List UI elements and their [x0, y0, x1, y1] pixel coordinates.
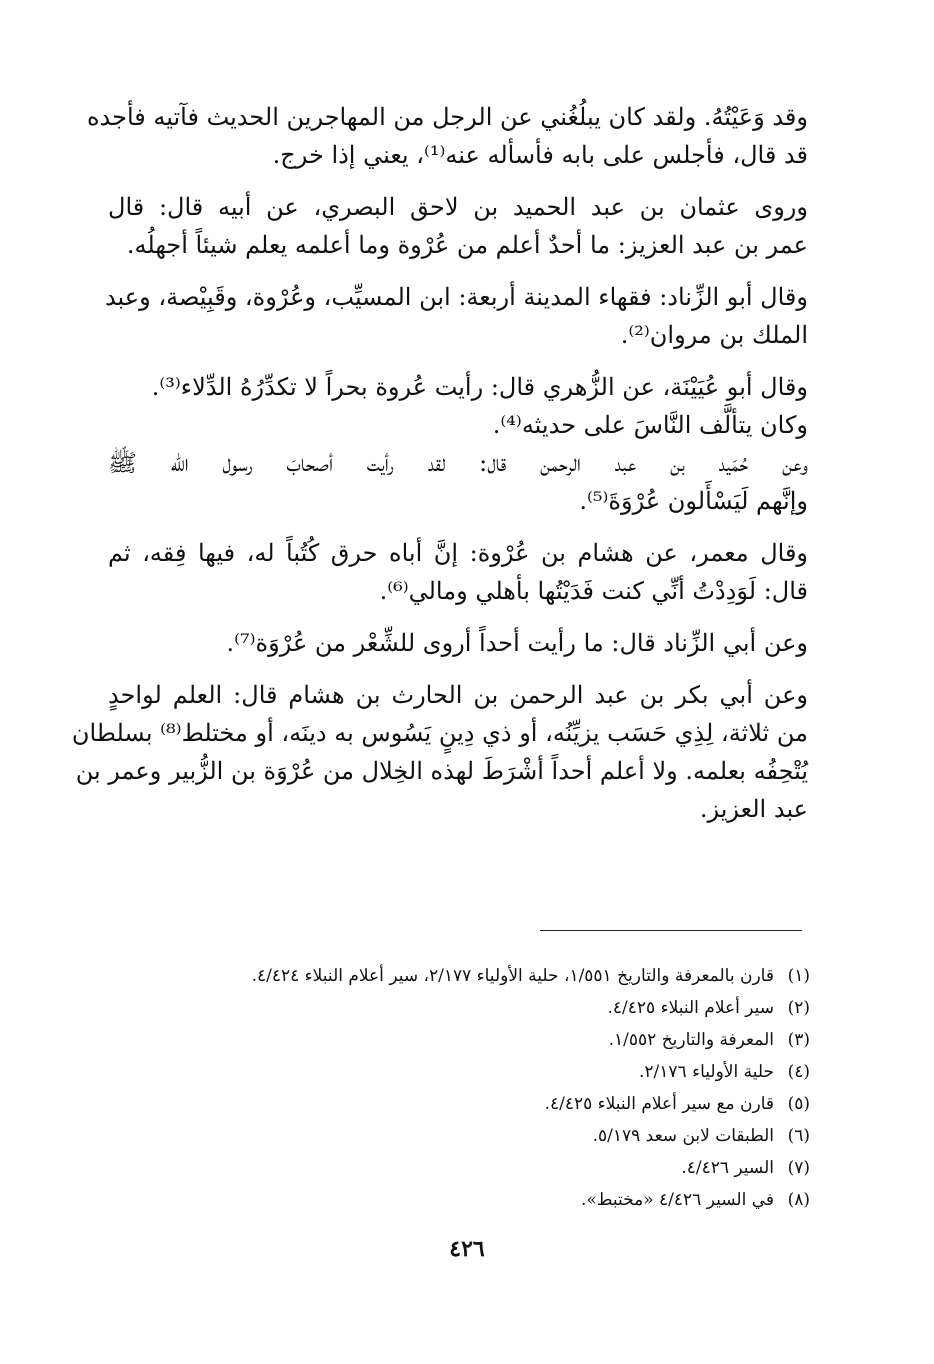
footnote-text: سير أعلام النبلاء ٤/٤٢٥.	[607, 998, 774, 1018]
footnote-divider	[540, 930, 802, 931]
text-line: وعن أبي بكر بن عبد الرحمن بن الحارث بن هشام قال: العلم لواحدٍ	[108, 681, 808, 709]
footnote-text: الطبقات لابن سعد ٥/١٧٩.	[592, 1126, 774, 1146]
text-line: وقال أبو الزِّناد: فقهاء المدينة أربعة: ابن المسيِّب، وعُرْوة، وقَبِيْصة، وعبد	[104, 283, 808, 311]
footnote-item	[120, 1152, 810, 1184]
footnote-number: (٥)	[787, 1094, 810, 1114]
text-line: الملك بن مروان⁽²⁾.	[620, 321, 808, 349]
text-line: من ثلاثة، لِذِي حَسَب يزيِّنُه، أو ذي دِينٍ يَسُوس به دينَه، أو مختلط⁽⁸⁾ بسلطان	[71, 719, 808, 747]
text-line: وقال أبو عُيَيْنَة، عن الزُّهري قال: رأيت عُروة بحراً لا تكدِّرُهُ الدِّلاء⁽³⁾.	[151, 373, 808, 401]
paragraph	[108, 368, 808, 444]
paragraph	[104, 278, 808, 354]
paragraph	[108, 534, 808, 610]
footnote-number: (٣)	[787, 1030, 810, 1050]
paragraph	[108, 624, 808, 662]
text-line: وكان يتألَّف النَّاسَ على حديثه⁽⁴⁾.	[492, 411, 808, 439]
paragraph	[108, 444, 808, 520]
footnote-text: المعرفة والتاريخ ١/٥٥٢.	[608, 1030, 774, 1050]
text-line: يُتْحِفُه بعلمه. ولا أعلم أحداً أشْرَطَ لهذه الخِلال من عُرْوَة بن الزُّبير وعمر بن	[75, 757, 808, 785]
footnote-item	[120, 960, 810, 992]
footnote-number: (٨)	[787, 1190, 810, 1210]
footnote-number: (٤)	[787, 1062, 810, 1082]
text-line: وعن حُمَيد بن عبد الرحمن قال: لقد رأيت أصحابَ رسول الله ﷺ	[108, 449, 808, 477]
footnotes	[120, 960, 810, 1216]
text-line: عبد العزيز.	[699, 795, 808, 823]
footnote-item	[120, 1184, 810, 1216]
footnote-item	[120, 1024, 810, 1056]
text-line: وقد وَعَيْتُهُ. ولقد كان يبلُغُني عن الرجل من المهاجرين الحديث فآتيه فأجده	[86, 103, 808, 131]
text-line: عمر بن عبد العزيز: ما أحدٌ أعلم من عُرْوة وما أعلمه يعلم شيئاً أجهلُه.	[126, 231, 808, 259]
text-line: وعن أبي الزِّناد قال: ما رأيت أحداً أروى للشِّعْر من عُرْوَة⁽⁷⁾.	[226, 629, 808, 657]
text-line: وإنَّهم لَيَسْأَلون عُرْوَةَ⁽⁵⁾.	[579, 487, 808, 515]
main-text	[71, 98, 808, 828]
footnote-text: قارن بالمعرفة والتاريخ ١/٥٥١، حلية الأولياء ٢/١٧٧، سير أعلام النبلاء ٤/٤٢٤.	[251, 966, 774, 986]
footnote-item	[120, 1120, 810, 1152]
footnote-number: (٧)	[787, 1158, 810, 1178]
page-number: ٤٢٦	[449, 1236, 485, 1262]
footnote-text: قارن مع سير أعلام النبلاء ٤/٤٢٥.	[544, 1094, 774, 1114]
text-line: وقال معمر، عن هشام بن عُرْوة: إنَّ أباه حرق كُتُباً له، فيها فِقه، ثم	[108, 539, 808, 567]
paragraph	[108, 188, 808, 264]
footnote-item	[120, 1088, 810, 1120]
footnote-item	[120, 1056, 810, 1088]
text-line: قد قال، فأجلس على بابه فأسأله عنه⁽¹⁾، يعني إذا خرج.	[272, 141, 808, 169]
footnote-item	[120, 992, 810, 1024]
footnote-text: حلية الأولياء ٢/١٧٦.	[639, 1062, 774, 1082]
footnote-number: (١)	[787, 966, 810, 986]
paragraph	[71, 676, 808, 828]
footnote-text: في السير ٤/٤٢٦ «مختبط».	[580, 1190, 774, 1210]
text-line: قال: لَوَدِدْتُ أنِّي كنت فَدَيْتُها بأهلي ومالي⁽⁶⁾.	[379, 577, 808, 605]
footnote-text: السير ٤/٤٢٦.	[681, 1158, 774, 1178]
footnote-number: (٢)	[787, 998, 810, 1018]
footnote-number: (٦)	[787, 1126, 810, 1146]
paragraph	[86, 98, 808, 174]
text-line: وروى عثمان بن عبد الحميد بن لاحق البصري، عن أبيه قال: قال	[108, 193, 808, 221]
